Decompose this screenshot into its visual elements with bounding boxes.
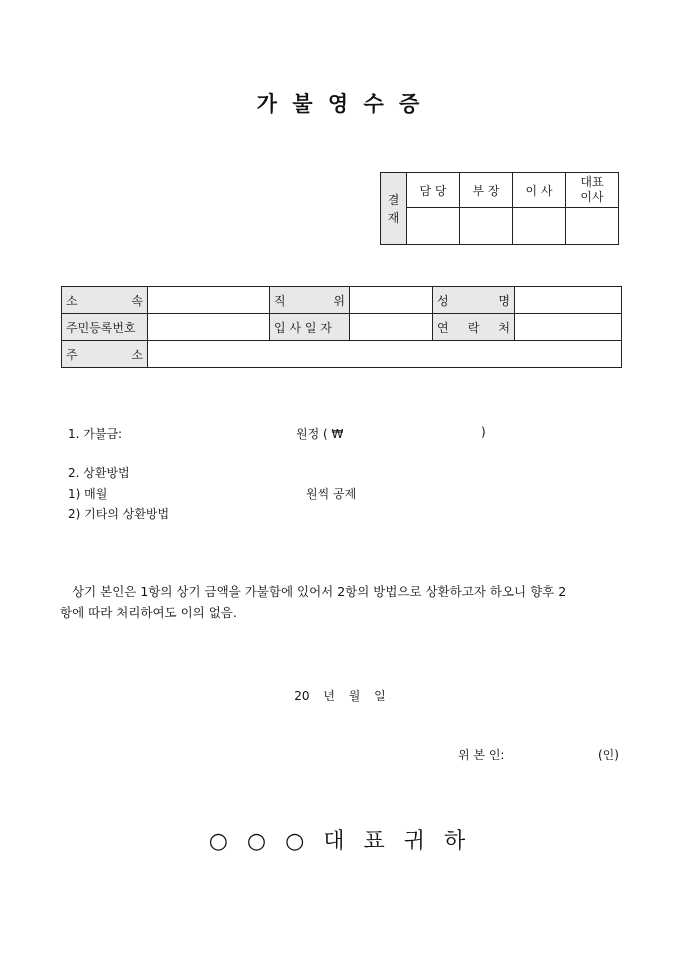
applicant-info-table [61,286,622,368]
name-value[interactable] [515,287,622,314]
address-label [62,341,148,368]
contact-value[interactable] [515,314,622,341]
item1-amount-label: 원정 ( ₩ [296,427,344,441]
address-label-char2: 소 [131,347,143,362]
statement-line2: 항에 따라 처리하여도 이의 없음. [60,605,237,620]
approval-header-ceo-line1: 대표 [580,175,604,189]
position-label-char1: 직 [274,293,286,308]
addressee-footer: ○ ○ ○ 대 표 귀 하 [208,829,472,854]
name-label-char1: 성 [437,293,449,308]
approval-header-ceo-line2: 이사 [580,190,604,204]
approval-side-label [381,173,407,245]
item2-monthly: 1) 매월 [68,487,108,501]
approval-box [380,172,619,245]
contact-label-char2: 락 [467,320,480,335]
affiliation-value[interactable] [148,287,270,314]
affiliation-label-char1: 소 [66,293,78,308]
approval-header-manager: 부 장 [460,173,513,208]
approval-header-director: 이 사 [513,173,566,208]
approval-sign-director[interactable] [513,208,566,245]
name-label-char2: 명 [498,293,510,308]
affiliation-label-char2: 속 [131,293,143,308]
item1-label: 1. 가불금: [68,427,123,441]
document-title: 가 불 영 수 증 [256,91,424,116]
position-label [270,287,350,314]
approval-sign-ceo[interactable] [566,208,619,245]
statement-line1: 상기 본인은 1항의 상기 금액을 가불함에 있어서 2항의 방법으로 상환하고자 하오니 향후 2 [72,584,567,599]
date-line: 20 년 월 일 [294,689,386,703]
join-date-label: 입 사 일 자 [270,314,350,341]
contact-label-char3: 처 [498,320,510,335]
contact-label-char1: 연 [437,320,449,335]
approval-header-ceo [566,173,619,208]
item2-other: 2) 기타의 상환방법 [68,507,170,521]
address-label-char1: 주 [66,347,78,362]
position-value[interactable] [350,287,433,314]
approval-sign-staff[interactable] [407,208,460,245]
item2-monthly-value: 원씩 공제 [306,487,357,501]
join-date-value[interactable] [350,314,433,341]
position-label-char2: 위 [333,293,345,308]
rrn-label: 주민등록번호 [62,314,148,341]
approval-header-staff: 담 당 [407,173,460,208]
rrn-value[interactable] [148,314,270,341]
contact-label [433,314,515,341]
name-label [433,287,515,314]
signer-label: 위 본 인: [458,748,505,762]
approval-side-top: 결 [387,192,400,207]
affiliation-label [62,287,148,314]
item2-label: 2. 상환방법 [68,466,130,480]
approval-sign-manager[interactable] [460,208,513,245]
seal-label: (인) [598,748,619,762]
item1-amount-close: ) [481,425,486,439]
approval-side-bottom: 재 [387,210,400,225]
address-value[interactable] [148,341,622,368]
